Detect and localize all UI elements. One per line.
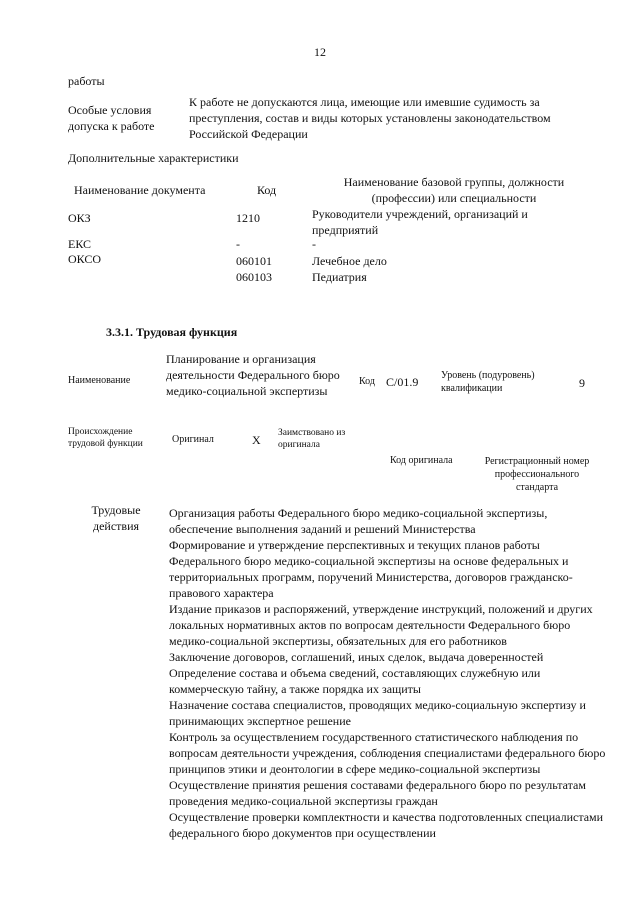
actions-list xyxy=(169,505,607,841)
special-conditions-text: К работе не допускаются лица, имеющие или имевшие судимость за преступления, состав и виды которых установлены законодательством Российской Федерации xyxy=(189,95,551,141)
original-mark: X xyxy=(252,433,261,447)
row-doc: ЕКС xyxy=(68,237,92,251)
row-name: Педиатрия xyxy=(312,270,367,284)
row-doc: ОКЗ xyxy=(68,211,91,225)
list-item: Осуществление принятия решения составами федерального бюро по результатам проведения медико-социальной экспертизы граждан xyxy=(169,778,586,808)
header-code: Код xyxy=(257,183,277,197)
row-code: 060101 xyxy=(236,254,272,268)
row-code: 1210 xyxy=(236,211,260,225)
list-item: Организация работы Федерального бюро медико-социальной экспертизы, обеспечение выполнения заданий и решений Министерства xyxy=(169,506,548,536)
continued-text: работы xyxy=(68,74,105,88)
function-code-value: C/01.9 xyxy=(386,375,419,389)
row-name: Руководители учреждений, организаций и предприятий xyxy=(312,207,528,237)
function-name-label: Наименование xyxy=(68,375,131,386)
list-item: Определение состава и объема сведений, составляющих служебную или коммерческую тайну, а также порядка их защиты xyxy=(169,666,541,696)
borrowed-label: Заимствовано из оригинала xyxy=(278,428,346,450)
actions-label: Трудовые действия xyxy=(91,503,141,533)
original-label: Оригинал xyxy=(172,434,214,445)
row-doc: ОКСО xyxy=(68,252,102,266)
function-code-label: Код xyxy=(359,376,375,387)
row-code: 060103 xyxy=(236,270,272,284)
list-item: Издание приказов и распоряжений, утверждение инструкций, положений и других локальных нормативных актов по вопросам деятельности Федерального бюро медико-социальной экспертизы, обязательных для его работников xyxy=(169,602,593,648)
function-name-value: Планирование и организация деятельности Федерального бюро медико-социальной экспертизы xyxy=(166,352,340,398)
header-group-name: Наименование базовой группы, должности (профессии) или специальности xyxy=(343,175,565,205)
special-conditions-label: Особые условия допуска к работе xyxy=(68,103,155,133)
row-name: Лечебное дело xyxy=(312,254,387,268)
qualification-level-value: 9 xyxy=(579,376,585,390)
list-item: Назначение состава специалистов, проводящих медико-социальную экспертизу и принимающих экспертное решение xyxy=(169,698,586,728)
row-name: - xyxy=(312,237,316,251)
section-title: 3.3.1. Трудовая функция xyxy=(106,325,238,339)
code-original-label: Код оригинала xyxy=(390,455,453,466)
list-item: Контроль за осуществлением государственного статистического наблюдения по вопросам деятельности учреждения, соблюдения специалистами федерального бюро принципов этики и деонтологии в сфере медико-социальной экспертизы xyxy=(169,730,606,776)
page-number: 12 xyxy=(314,45,326,59)
qualification-level-label: Уровень (подуровень) квалификации xyxy=(441,370,535,394)
additional-characteristics-title: Дополнительные характеристики xyxy=(68,151,239,165)
row-code: - xyxy=(236,237,240,251)
list-item: Заключение договоров, соглашений, иных сделок, выдача доверенностей xyxy=(169,650,544,664)
origin-label: Происхождение трудовой функции xyxy=(68,427,143,449)
list-item: Осуществление проверки комплектности и качества подготовленных специалистами федерального бюро документов при осуществлении xyxy=(169,810,604,840)
registration-number-label: Регистрационный номер профессионального стандарта xyxy=(484,456,590,493)
list-item: Формирование и утверждение перспективных и текущих планов работы Федерального бюро медико-социальной экспертизы на основе федеральных и территориальных программ, поручений Министерства, договоров гражданско-правового характера xyxy=(169,538,573,600)
header-document-name: Наименование документа xyxy=(74,183,206,197)
